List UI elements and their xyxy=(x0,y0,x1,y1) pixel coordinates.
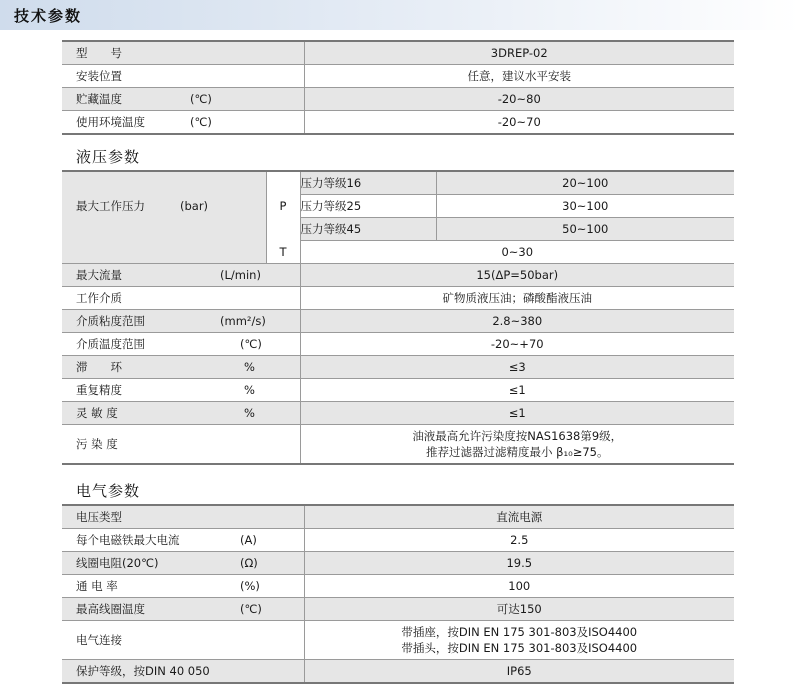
table-row xyxy=(62,111,734,135)
table-row xyxy=(62,65,734,88)
row-unit: (℃) xyxy=(180,333,300,356)
max-pressure-label: 最大工作压力 xyxy=(62,171,180,241)
pressure-level-value: 20~100 xyxy=(436,171,734,195)
header-bar xyxy=(0,0,800,30)
row-unit: % xyxy=(180,379,300,402)
row-value: ≤1 xyxy=(300,379,734,402)
row-value: 矿物质液压油；磷酸酯液压油 xyxy=(300,287,734,310)
row-unit: (℃) xyxy=(180,88,304,111)
row-label: 最高线圈温度 xyxy=(62,598,232,621)
connection-line-1: 带插座，按DIN EN 175 301-803及ISO4400 xyxy=(401,625,638,639)
table-row xyxy=(62,356,734,379)
row-label: 重复精度 xyxy=(62,379,180,402)
row-unit: (mm²/s) xyxy=(180,310,300,333)
port-t-label: T xyxy=(266,241,300,264)
table-row xyxy=(62,171,734,195)
general-spec-table xyxy=(62,40,734,135)
table-row xyxy=(62,241,734,264)
row-label: 灵 敏 度 xyxy=(62,402,180,425)
pressure-level-label: 压力等级25 xyxy=(300,195,436,218)
connection-value xyxy=(304,621,734,660)
table-row xyxy=(62,402,734,425)
row-value: -20~80 xyxy=(304,88,734,111)
row-value: -20~+70 xyxy=(300,333,734,356)
row-value: ≤1 xyxy=(300,402,734,425)
table-row xyxy=(62,264,734,287)
row-label: 介质粘度范围 xyxy=(62,310,180,333)
row-unit xyxy=(180,65,304,88)
row-value: 19.5 xyxy=(304,552,734,575)
table-row xyxy=(62,333,734,356)
row-label: 线圈电阻(20℃) xyxy=(62,552,232,575)
empty-cell xyxy=(62,241,180,264)
table-row xyxy=(62,287,734,310)
connection-line-2: 带插头，按DIN EN 175 301-803及ISO4400 xyxy=(401,641,638,655)
table-row xyxy=(62,379,734,402)
port-p-label: P xyxy=(266,171,300,241)
contamination-value xyxy=(300,425,734,465)
empty-cell xyxy=(180,241,266,264)
table-row xyxy=(62,425,734,465)
row-value: 3DREP-02 xyxy=(304,41,734,65)
page-title: 技术参数 xyxy=(14,7,83,25)
row-value: 直流电源 xyxy=(304,505,734,529)
row-label: 通 电 率 xyxy=(62,575,232,598)
table-row xyxy=(62,598,734,621)
row-label: 滞 环 xyxy=(62,356,180,379)
row-unit: (Ω) xyxy=(232,552,304,575)
row-unit: % xyxy=(180,402,300,425)
table-row xyxy=(62,529,734,552)
row-unit: (A) xyxy=(232,529,304,552)
row-unit xyxy=(232,505,304,529)
table-row xyxy=(62,552,734,575)
row-unit: (℃) xyxy=(180,111,304,135)
table-row xyxy=(62,41,734,65)
empty-cell xyxy=(232,621,304,660)
section-title-electrical: 电气参数 xyxy=(76,482,141,500)
table-row xyxy=(62,505,734,529)
empty-cell xyxy=(180,425,300,465)
row-value: 2.5 xyxy=(304,529,734,552)
row-unit: (%) xyxy=(232,575,304,598)
row-label: 电压类型 xyxy=(62,505,232,529)
row-label: 工作介质 xyxy=(62,287,180,310)
row-unit: (℃) xyxy=(232,598,304,621)
contamination-line-2: 推荐过滤器过滤精度最小 β₁₀≥75。 xyxy=(426,445,609,459)
pressure-level-label: 压力等级16 xyxy=(300,171,436,195)
row-unit: % xyxy=(180,356,300,379)
row-label: 每个电磁铁最大电流 xyxy=(62,529,232,552)
contamination-line-1: 油液最高允许污染度按NAS1638第9级， xyxy=(412,429,623,443)
row-value: IP65 xyxy=(304,660,734,684)
row-label: 贮藏温度 xyxy=(62,88,180,111)
row-unit: (L/min) xyxy=(180,264,300,287)
pressure-level-label: 压力等级45 xyxy=(300,218,436,241)
row-value: 2.8~380 xyxy=(300,310,734,333)
table-row xyxy=(62,310,734,333)
row-value: ≤3 xyxy=(300,356,734,379)
row-label: 使用环境温度 xyxy=(62,111,180,135)
hydraulic-spec-table xyxy=(62,170,734,465)
table-row xyxy=(62,660,734,684)
port-t-value: 0~30 xyxy=(300,241,734,264)
row-value: 100 xyxy=(304,575,734,598)
row-value: -20~70 xyxy=(304,111,734,135)
section-title-hydraulic: 液压参数 xyxy=(76,148,141,166)
row-label: 安装位置 xyxy=(62,65,180,88)
row-label: 型 号 xyxy=(62,41,180,65)
row-label: 介质温度范围 xyxy=(62,333,180,356)
pressure-level-value: 30~100 xyxy=(436,195,734,218)
row-value: 15(ΔP=50bar) xyxy=(300,264,734,287)
table-row xyxy=(62,88,734,111)
row-unit xyxy=(180,41,304,65)
row-unit xyxy=(180,287,300,310)
row-label: 最大流量 xyxy=(62,264,180,287)
row-label: 电气连接 xyxy=(62,621,232,660)
pressure-level-value: 50~100 xyxy=(436,218,734,241)
table-row xyxy=(62,621,734,660)
electrical-spec-table xyxy=(62,504,734,684)
max-pressure-unit: (bar) xyxy=(180,171,266,241)
row-value: 任意，建议水平安装 xyxy=(304,65,734,88)
row-value: 可达150 xyxy=(304,598,734,621)
table-row xyxy=(62,575,734,598)
row-label: 污 染 度 xyxy=(62,425,180,465)
row-label: 保护等级，按DIN 40 050 xyxy=(62,660,304,684)
